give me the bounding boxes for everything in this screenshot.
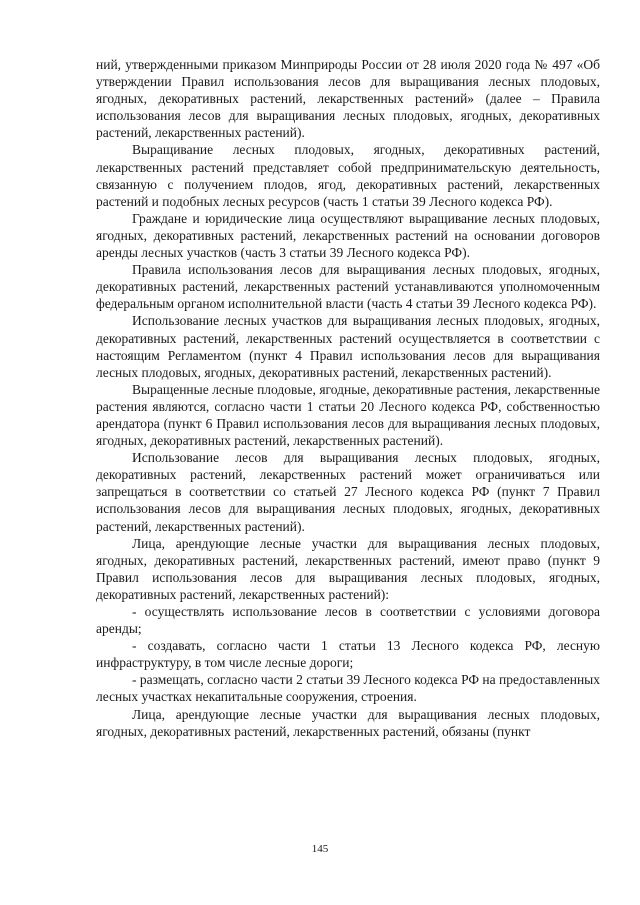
paragraph-1: ний, утвержденными приказом Минприроды России от 28 июля 2020 года № 497 «Об утверждении Правил использования лесов для выращивания лесных плодовых, ягодных, декоративных растений, лекарственных растений» (далее – Правила использования лесов для выращивания лесных плодовых, ягодных, декоративных растений, лекарственных растений). bbox=[96, 57, 600, 141]
document-page bbox=[96, 56, 600, 740]
paragraph-8: Лица, арендующие лесные участки для выращивания лесных плодовых, ягодных, декоративных растений, лекарственных растений, имеют право (пункт 9 Правил использования лесов для выращивания лесных плодовых, ягодных, декоративных растений, лекарственных растений): bbox=[96, 535, 600, 602]
paragraph-3: Граждане и юридические лица осуществляют выращивание лесных плодовых, ягодных, декоративных растений, лекарственных растений на основании договоров аренды лесных участков (часть 3 статьи 39 Лесного кодекса РФ). bbox=[96, 210, 600, 261]
list-item-2: - создавать, согласно части 1 статьи 13 Лесного кодекса РФ, лесную инфраструктуру, в том числе лесные дороги; bbox=[96, 638, 600, 671]
paragraph-2: Выращивание лесных плодовых, ягодных, декоративных растений, лекарственных растений представляет собой предпринимательскую деятельность, связанную с получением плодов, ягод, декоративных растений, лекарственных растений и подобных лесных ресурсов (часть 1 статьи 39 Лесного кодекса РФ). bbox=[96, 142, 600, 209]
paragraph-7: Использование лесов для выращивания лесных плодовых, ягодных, декоративных растений, лекарственных растений может ограничиваться или запрещаться в соответствии со статьей 27 Лесного кодекса РФ (пункт 7 Правил использования лесов для выращивания лесных плодовых, ягодных, декоративных растений, лекарственных растений). bbox=[96, 450, 600, 534]
paragraph-6: Выращенные лесные плодовые, ягодные, декоративные растения, лекарственные растения являются, согласно части 1 статьи 20 Лесного кодекса РФ, собственностью арендатора (пункт 6 Правил использования лесов для выращивания лесных плодовых, ягодных, декоративных растений, лекарственных растений). bbox=[96, 381, 600, 449]
page-number: 145 bbox=[311, 843, 329, 855]
paragraph-5: Использование лесных участков для выращивания лесных плодовых, ягодных, декоративных растений, лекарственных растений осуществляется в соответствии с настоящим Регламентом (пункт 4 Правил использования лесов для выращивания лесных плодовых, ягодных, декоративных растений, лекарственных растений). bbox=[96, 313, 600, 380]
paragraph-9: Лица, арендующие лесные участки для выращивания лесных плодовых, ягодных, декоративных растений, лекарственных растений, обязаны (пункт bbox=[96, 706, 600, 739]
paragraph-4: Правила использования лесов для выращивания лесных плодовых, ягодных, декоративных растений, лекарственных растений устанавливаются уполномоченным федеральным органом исполнительной власти (часть 4 статьи 39 Лесного кодекса РФ). bbox=[96, 262, 600, 312]
list-item-3: - размещать, согласно части 2 статьи 39 Лесного кодекса РФ на предоставленных лесных участках некапитальные сооружения, строения. bbox=[96, 672, 600, 705]
list-item-1: - осуществлять использование лесов в соответствии с условиями договора аренды; bbox=[96, 604, 600, 637]
